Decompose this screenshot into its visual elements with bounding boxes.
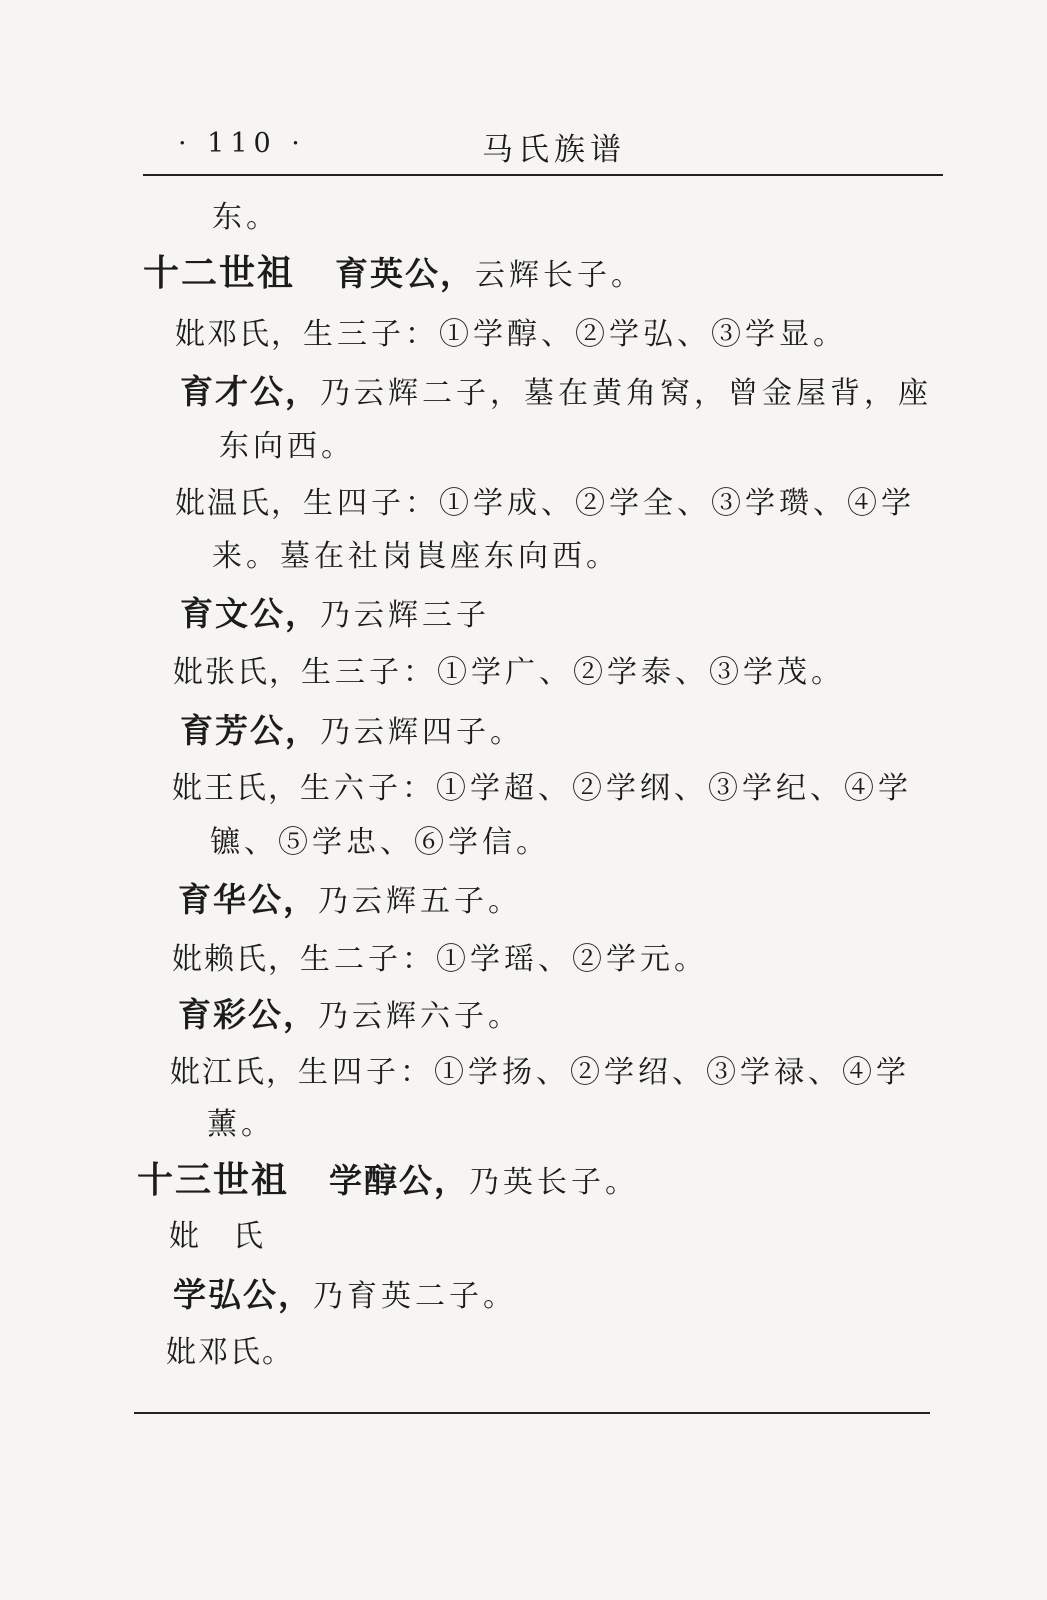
- line-text: 生四子：①学扬、②学绍、③学禄、④学: [298, 1055, 910, 1090]
- generation-heading: [143, 254, 645, 296]
- line-text: 东向西。: [219, 429, 355, 464]
- line-text: 乃云辉二子，墓在黄角窝，曾金屋背，座: [320, 376, 932, 411]
- text-line: [212, 537, 620, 577]
- text-line: [173, 1275, 517, 1317]
- person-name: 育芳公，: [180, 711, 320, 750]
- page-number: · 110 ·: [178, 128, 306, 159]
- text-line: [212, 198, 280, 238]
- person-name: 育文公，: [180, 594, 320, 633]
- line-text: 生三子：①学广、②学泰、③学茂。: [301, 655, 845, 690]
- book-title: 马氏族谱: [482, 132, 626, 168]
- wife-name: 妣王氏，: [172, 771, 300, 806]
- text-line: [173, 653, 845, 693]
- wife-name: 妣张氏，: [173, 655, 301, 690]
- text-line: [170, 1053, 910, 1093]
- text-line: [175, 315, 847, 355]
- line-text: 生四子：①学成、②学全、③学瓒、④学: [303, 486, 915, 521]
- text-line: [172, 769, 912, 809]
- wife-name: 妣 氏: [169, 1219, 265, 1254]
- page-header: [0, 0, 1047, 180]
- text-line: [180, 372, 932, 414]
- line-text: 东。: [212, 200, 280, 235]
- text-line: [166, 1333, 294, 1373]
- line-text: 镳、⑤学忠、⑥学信。: [210, 825, 550, 860]
- wife-name: 妣赖氏，: [172, 942, 300, 977]
- person-name: 育彩公，: [178, 995, 318, 1034]
- line-text: 乃英长子。: [469, 1165, 640, 1200]
- text-line: [210, 823, 550, 863]
- wife-name: 妣江氏，: [170, 1055, 298, 1090]
- line-text: 乃育英二子。: [313, 1279, 517, 1314]
- text-line: [180, 594, 490, 636]
- line-text: 生三子：①学醇、②学弘、③学显。: [303, 317, 847, 352]
- person-name: 育华公，: [178, 880, 318, 919]
- line-text: 来。墓在社岗崀座东向西。: [212, 539, 620, 574]
- person-name: 学弘公，: [173, 1275, 313, 1314]
- line-text: 生二子：①学瑶、②学元。: [300, 942, 708, 977]
- text-line: [180, 711, 524, 753]
- text-line: [178, 995, 522, 1037]
- text-line: [172, 940, 708, 980]
- person-name: 育英公，: [335, 254, 476, 293]
- text-line: [178, 880, 522, 922]
- text-line: [175, 484, 915, 524]
- person-name: 育才公，: [180, 372, 320, 411]
- line-text: 薰。: [207, 1107, 275, 1142]
- person-name: 学醇公，: [329, 1161, 470, 1200]
- wife-name: 妣邓氏，: [175, 317, 303, 352]
- wife-name: 妣温氏，: [175, 486, 303, 521]
- line-text: 云辉长子。: [475, 258, 646, 293]
- generation-label: 十二世祖: [143, 253, 296, 294]
- line-text: 乃云辉四子。: [320, 715, 524, 750]
- text-line: [207, 1105, 275, 1145]
- text-line: [219, 427, 355, 467]
- line-text: 乃云辉六子。: [318, 999, 522, 1034]
- generation-heading: [137, 1161, 639, 1203]
- line-text: 乃云辉三子: [320, 598, 490, 633]
- footer-rule: [134, 1412, 930, 1414]
- generation-label: 十三世祖: [137, 1160, 290, 1201]
- line-text: 生六子：①学超、②学纲、③学纪、④学: [300, 771, 912, 806]
- header-rule: [143, 174, 943, 176]
- text-line: [169, 1217, 265, 1257]
- wife-name: 妣邓氏。: [166, 1335, 294, 1370]
- line-text: 乃云辉五子。: [318, 884, 522, 919]
